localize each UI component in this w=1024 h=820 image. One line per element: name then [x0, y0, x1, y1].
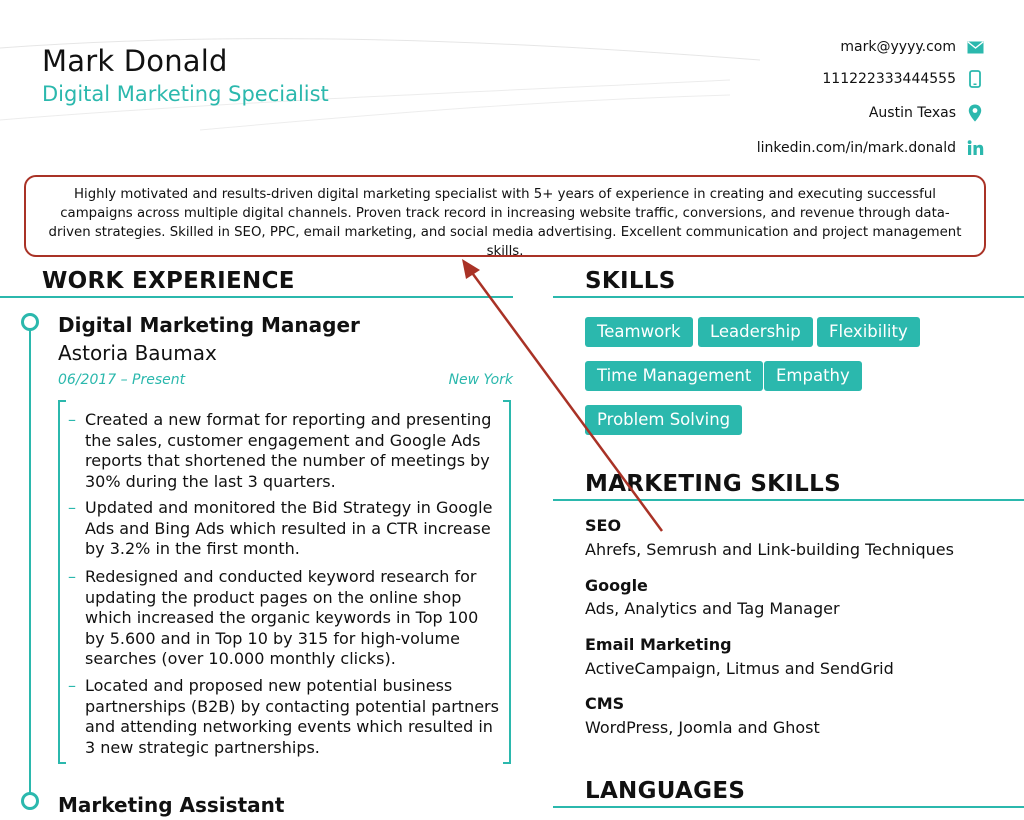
- job-bullet: – Updated and monitored the Bid Strategy in Google Ads and Bing Ads which resulted in a CTR increase by 3.2% in the first month.: [68, 498, 493, 558]
- candidate-title: Digital Marketing Specialist: [42, 82, 329, 106]
- marketing-skills-heading: MARKETING SKILLS: [585, 471, 841, 497]
- email-text: mark@yyyy.com: [840, 39, 956, 55]
- job-dates-1: 06/2017 – Present: [58, 372, 186, 388]
- job-bullet: – Located and proposed new potential business partnerships (B2B) by contacting potential partners and attending networking events which resulted in 3 new strategic partnerships.: [68, 676, 499, 757]
- languages-heading: LANGUAGES: [585, 778, 746, 804]
- skill-chip: Time Management: [585, 361, 763, 391]
- work-experience-heading: WORK EXPERIENCE: [42, 268, 295, 294]
- location-text: Austin Texas: [868, 105, 956, 121]
- skill-chip: Empathy: [764, 361, 862, 391]
- marketing-skill-value: Ads, Analytics and Tag Manager: [585, 599, 840, 618]
- job-title-2: Marketing Assistant: [58, 793, 285, 817]
- summary-text: Highly motivated and results-driven digital marketing specialist with 5+ years of experience in creating and executing successful campaigns across multiple digital channels. Proven track record in increasing website traffic, conversions, and revenue through data-driven strategies. Skilled in SEO, PPC, email marketing, and social media advertising. Excellent communication and project management skills.: [48, 187, 962, 259]
- job-location-1: New York: [448, 372, 513, 388]
- marketing-skill-value: ActiveCampaign, Litmus and SendGrid: [585, 659, 894, 678]
- skill-chip: Problem Solving: [585, 405, 742, 435]
- marketing-skill-value: WordPress, Joomla and Ghost: [585, 718, 820, 737]
- skill-chip: Leadership: [698, 317, 813, 347]
- candidate-name: Mark Donald: [42, 44, 228, 78]
- marketing-skill-value: Ahrefs, Semrush and Link-building Techniques: [585, 540, 954, 559]
- skills-heading: SKILLS: [585, 268, 676, 294]
- linkedin-text: linkedin.com/in/mark.donald: [756, 140, 956, 156]
- marketing-skill-category: SEO: [585, 516, 622, 535]
- marketing-skill-category: Email Marketing: [585, 635, 732, 654]
- marketing-skill-category: CMS: [585, 694, 625, 713]
- job-title-1: Digital Marketing Manager: [58, 313, 360, 337]
- job-company-1: Astoria Baumax: [58, 341, 217, 365]
- job-bullet: – Redesigned and conducted keyword research for updating the product pages on the online shop which increased the organic keywords in Top 100 by 5.600 and in Top 10 by 315 for high-volume searches (over 10.000 monthly clicks).: [68, 567, 479, 668]
- marketing-skill-category: Google: [585, 576, 648, 595]
- skill-chip: Flexibility: [817, 317, 920, 347]
- skill-chip: Teamwork: [585, 317, 693, 347]
- job-bullet: – Created a new format for reporting and presenting the sales, customer engagement and Google Ads reports that shortened the number of meetings by 30% during the last 3 quarters.: [68, 410, 492, 491]
- phone-text: 111222333444555: [822, 71, 956, 87]
